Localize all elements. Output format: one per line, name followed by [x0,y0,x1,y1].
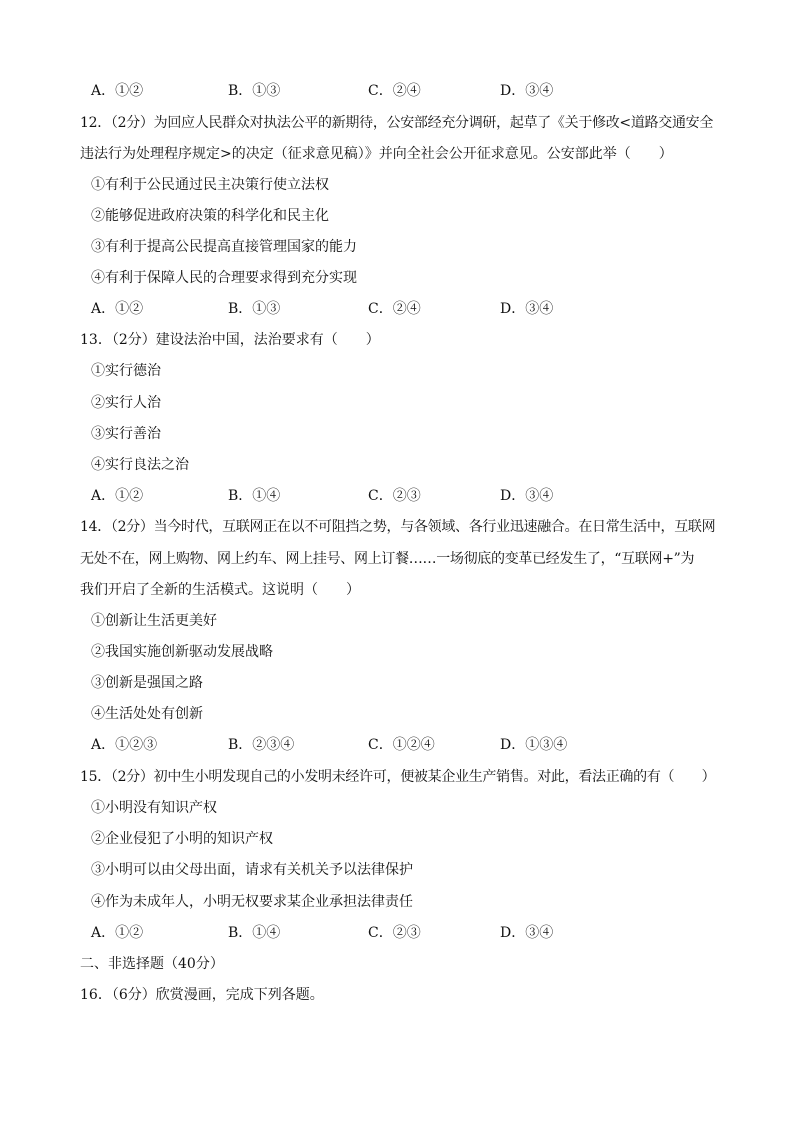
q14-option-3: ③创新是强国之路 [91,675,203,691]
q14-choice-a: A．①②③ [91,737,158,753]
q13-option-4: ④实行良法之治 [91,457,189,473]
q12-option-2: ②能够促进政府决策的科学化和民主化 [91,208,329,224]
q13-option-2: ②实行人治 [91,395,161,411]
q14-option-2: ②我国实施创新驱动发展战略 [91,644,273,660]
q13-choice-c: C．②③ [368,488,421,504]
q13-choice-b: B．①④ [228,488,281,504]
q11-choices [91,80,731,102]
q15-choice-a: A．①② [91,925,144,941]
q14-stem-line-1: 14．（2分）当今时代，互联网正在以不可阻挡之势，与各领域、各行业迅速融合。在日常生活中，互联网 [80,519,716,535]
q12-option-1: ①有利于公民通过民主决策行使立法权 [91,177,329,193]
q14-choice-c: C．①②④ [368,737,435,753]
q15-stem: 15．（2分）初中生小明发现自己的小发明未经许可，便被某企业生产销售。对此，看法正确的有（ ） [80,769,716,785]
q12-choice-b: B．①③ [228,301,281,317]
q15-option-3: ③小明可以由父母出面，请求有关机关予以法律保护 [91,862,413,878]
q14-stem-line-3: 我们开启了全新的生活模式。这说明（ ） [80,582,360,598]
q15-choice-d: D．③④ [500,925,554,941]
q14-stem-line-2: 无处不在，网上购物、网上约车、网上挂号、网上订餐……一场彻底的变革已经发生了，“互联网+”为 [80,551,695,567]
q15-option-1: ①小明没有知识产权 [91,800,217,816]
q14-choice-d: D．①③④ [500,737,568,753]
q11-choice-d: D．③④ [500,83,554,99]
q12-choice-a: A．①② [91,301,144,317]
q14-choice-b: B．②③④ [228,737,295,753]
q13-option-3: ③实行善治 [91,426,161,442]
q15-choice-c: C．②③ [368,925,421,941]
q15-option-2: ②企业侵犯了小明的知识产权 [91,831,273,847]
q15-choice-b: B．①④ [228,925,281,941]
q13-choices [91,485,731,507]
q12-option-3: ③有利于提高公民提高直接管理国家的能力 [91,239,357,255]
q14-option-4: ④生活处处有创新 [91,706,203,722]
q13-choice-d: D．③④ [500,488,554,504]
q15-option-4: ④作为未成年人，小明无权要求某企业承担法律责任 [91,894,413,910]
q12-choice-d: D．③④ [500,301,554,317]
q11-choice-a: A．①② [91,83,144,99]
q12-choices [91,298,731,320]
q14-option-1: ①创新让生活更美好 [91,613,217,629]
q15-choices [91,922,731,944]
q12-stem-line-2: 违法行为处理程序规定>的决定（征求意见稿）》并向全社会公开征求意见。公安部此举（ ） [80,146,673,162]
q16-stem: 16．（6分）欣赏漫画，完成下列各题。 [80,987,324,1003]
q12-option-4: ④有利于保障人民的合理要求得到充分实现 [91,270,357,286]
q11-choice-b: B．①③ [228,83,281,99]
section-2-heading: 二、非选择题（40分） [80,956,224,972]
q13-choice-a: A．①② [91,488,144,504]
q11-choice-c: C．②④ [368,83,421,99]
q12-choice-c: C．②④ [368,301,421,317]
q13-stem: 13．（2分）建设法治中国，法治要求有（ ） [80,332,380,348]
q13-option-1: ①实行德治 [91,363,161,379]
q12-stem-line-1: 12．（2分）为回应人民群众对执法公平的新期待，公安部经充分调研，起草了《关于修改<道路交通安全 [80,115,714,131]
q14-choices [91,734,731,756]
